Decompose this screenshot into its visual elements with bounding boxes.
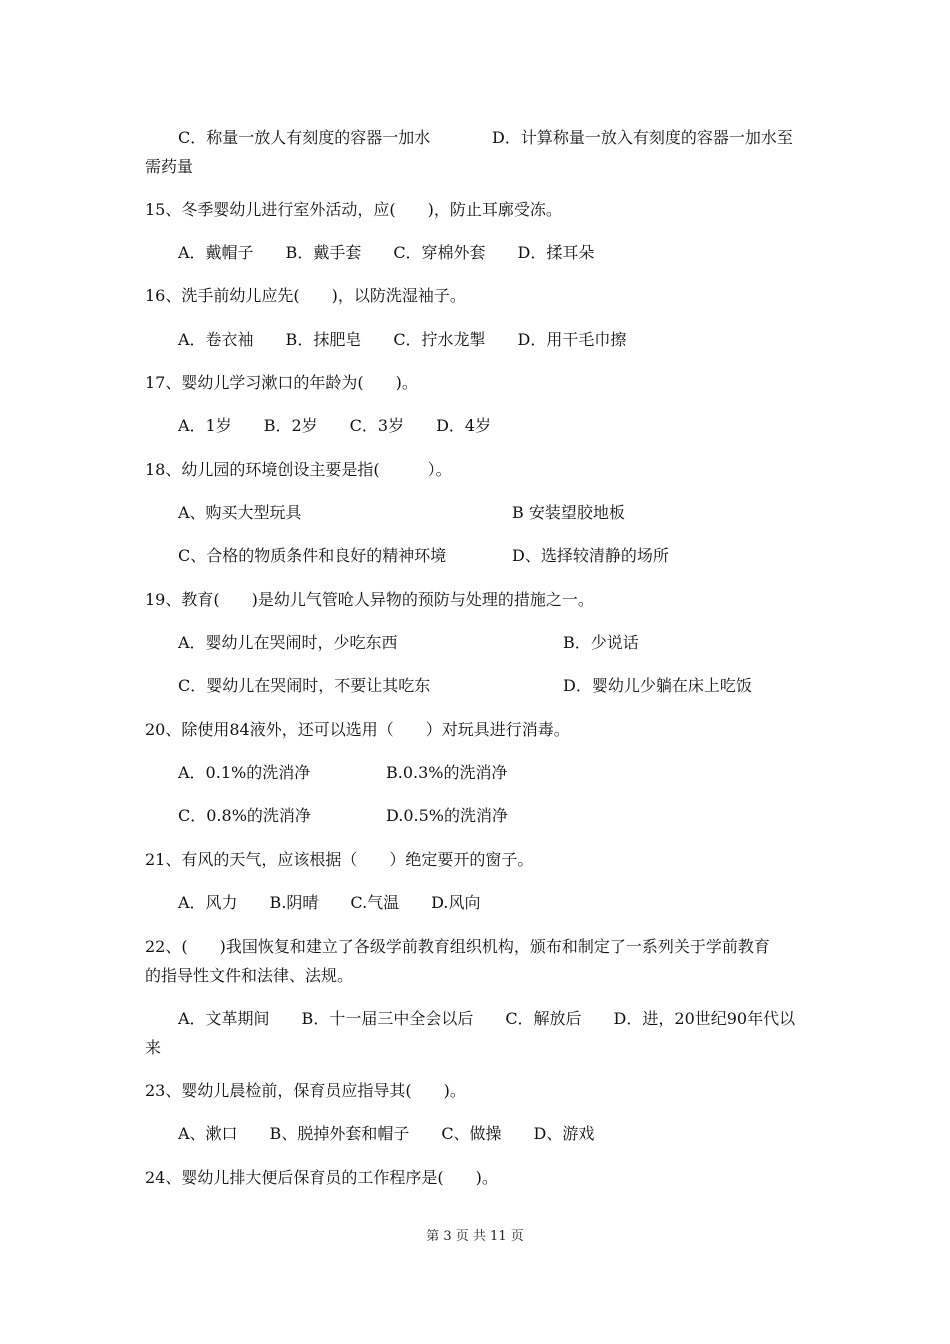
q19-option-c: C．婴幼儿在哭闹时，不要让其吃东 — [178, 676, 431, 695]
q16-stem: 16、洗手前幼儿应先( )，以防洗湿袖子。 — [145, 286, 466, 305]
q22-stem-line2: 的指导性文件和法律、法规。 — [145, 966, 354, 985]
q20-option-d: D.0.5%的洗消净 — [386, 806, 508, 825]
q24-stem: 24、婴幼儿排大便后保育员的工作程序是( )。 — [145, 1168, 498, 1187]
q18-stem: 18、幼儿园的环境创设主要是指( ）。 — [145, 460, 452, 479]
q21-stem: 21、有风的天气，应该根据（ ）绝定要开的窗子。 — [145, 850, 534, 869]
q19-stem: 19、教育( )是幼儿气管呛人异物的预防与处理的措施之一。 — [145, 590, 594, 609]
q15-options: A．戴帽子 B．戴手套 C．穿棉外套 D．揉耳朵 — [178, 243, 595, 262]
q18-option-b: B 安装望胶地板 — [512, 503, 625, 522]
q17-options: A．1岁 B．2岁 C．3岁 D．4岁 — [178, 416, 492, 435]
q21-options: A．风力 B.阴晴 C.气温 D.风向 — [178, 893, 481, 912]
q14-option-c: C．称量一放人有刻度的容器一加水 — [178, 128, 431, 147]
q20-option-c: C．0.8%的洗消净 — [178, 806, 311, 825]
q15-stem: 15、冬季婴幼儿进行室外活动，应( )，防止耳廓受冻。 — [145, 200, 562, 219]
q14-option-d-continuation: 需药量 — [145, 157, 194, 176]
q23-stem: 23、婴幼儿晨检前，保育员应指导其( )。 — [145, 1081, 466, 1100]
q20-option-b: B.0.3%的洗消净 — [386, 763, 508, 782]
q17-stem: 17、婴幼儿学习漱口的年龄为( )。 — [145, 373, 418, 392]
q22-options-line1: A．文革期间 B．十一届三中全会以后 C．解放后 D．进，20世纪90年代以 — [178, 1009, 796, 1028]
q23-options: A、漱口 B、脱掉外套和帽子 C、做操 D、游戏 — [178, 1124, 595, 1143]
q19-option-d: D．婴幼儿少躺在床上吃饭 — [563, 676, 752, 695]
q22-options-line2: 来 — [145, 1038, 162, 1057]
q19-option-a: A．婴幼儿在哭闹时，少吃东西 — [178, 633, 398, 652]
q14-option-d: D．计算称量一放入有刻度的容器一加水至 — [492, 128, 793, 147]
q18-option-c: C、合格的物质条件和良好的精神环境 — [178, 546, 447, 565]
q20-option-a: A．0.1%的洗消净 — [178, 763, 311, 782]
q22-stem-line1: 22、( )我国恢复和建立了各级学前教育组织机构，颁布和制定了一系列关于学前教育 — [145, 937, 770, 956]
q20-stem: 20、除使用84液外，还可以选用（ ）对玩具进行消毒。 — [145, 720, 570, 739]
q16-options: A．卷衣袖 B．抹肥皂 C．拧水龙掣 D．用干毛巾擦 — [178, 330, 627, 349]
q18-option-a: A、购买大型玩具 — [178, 503, 302, 522]
q19-option-b: B．少说话 — [563, 633, 639, 652]
page-number-footer: 第 3 页 共 11 页 — [426, 1229, 524, 1244]
q18-option-d: D、选择较清静的场所 — [512, 546, 669, 565]
